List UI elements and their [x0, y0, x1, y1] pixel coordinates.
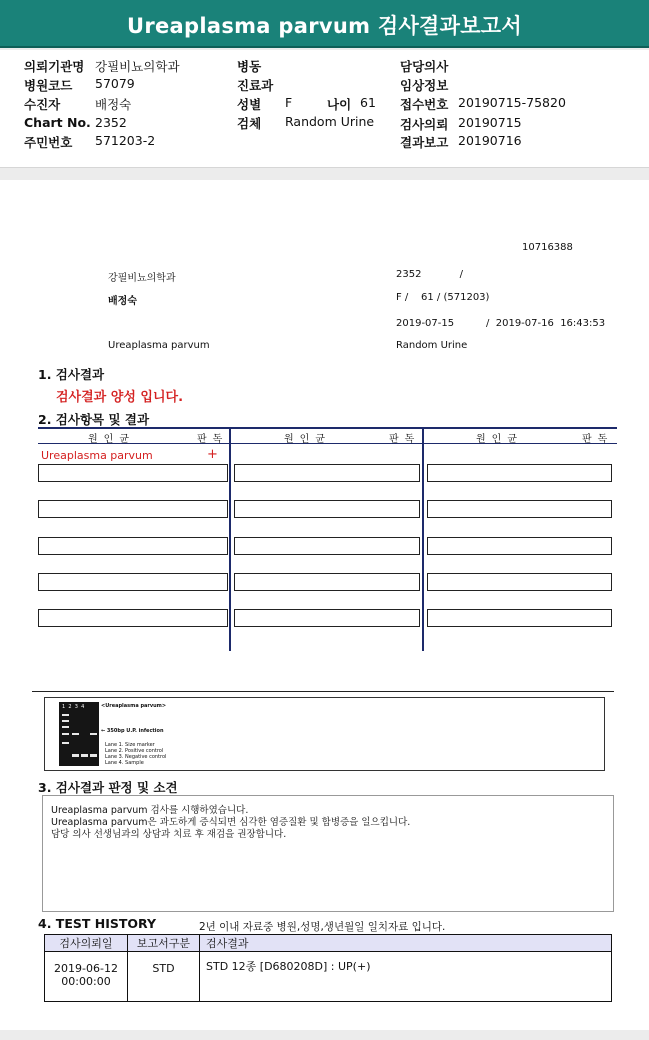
- divider-rule: [32, 691, 614, 692]
- result-cell: [427, 464, 612, 482]
- specimen-label: 검체: [237, 116, 262, 131]
- result-cell: [38, 609, 228, 627]
- result-cell: [38, 500, 228, 518]
- gel-band: [62, 726, 69, 728]
- history-date: 2019-06-12: [54, 962, 118, 975]
- hospital-code-value: 57079: [95, 76, 135, 91]
- gel-band: [62, 733, 69, 735]
- result-cell: [234, 500, 420, 518]
- sex-value: F: [285, 95, 293, 110]
- specimen-value: Random Urine: [285, 114, 375, 129]
- doc-chart: 2352 /: [396, 269, 463, 280]
- result-cell: [38, 464, 228, 482]
- dept-label: 진료과: [237, 78, 274, 93]
- gel-electrophoresis-image: [59, 702, 99, 766]
- col-pathogen-1: 원인균: [88, 434, 135, 445]
- gel-band: [72, 733, 79, 735]
- history-header-date: 검사의뢰일: [45, 935, 128, 952]
- gel-band: [72, 754, 79, 757]
- request-date-label: 검사의뢰: [400, 117, 449, 132]
- section-1-title: 1. 검사결과: [38, 367, 105, 382]
- section-2-title: 2. 검사항목 및 결과: [38, 412, 150, 427]
- doc-clinic: 강필비뇨의학과: [108, 273, 176, 284]
- gel-band: [90, 733, 97, 735]
- gel-band: [62, 742, 69, 744]
- chart-no-label: Chart No.: [24, 115, 91, 130]
- result-cell: [38, 537, 228, 555]
- table-row: [45, 952, 612, 1002]
- doc-test-name: Ureaplasma parvum: [108, 340, 210, 351]
- remark-line-1: Ureaplasma parvum 검사를 시행하였습니다.: [51, 805, 249, 816]
- report-paper: [0, 180, 649, 1030]
- doc-patient: 배정숙: [108, 296, 137, 307]
- gel-title: <Ureaplasma parvum>: [101, 703, 167, 709]
- report-header: [0, 0, 649, 48]
- history-type: [128, 952, 200, 1002]
- gel-legend-2: Lane 2. Positive control: [105, 748, 164, 754]
- history-header-row: [45, 935, 612, 952]
- gel-band: [62, 720, 69, 722]
- sex-label: 성별: [237, 97, 262, 112]
- doc-sex-age: F / 61 / (571203): [396, 292, 490, 303]
- col-judgment-2: 판독: [389, 434, 421, 445]
- receipt-no-label: 접수번호: [400, 97, 449, 112]
- history-type-text: STD: [152, 962, 175, 975]
- result-cell: [234, 609, 420, 627]
- row1-judgment: +: [207, 447, 218, 462]
- patient-label: 수진자: [24, 97, 61, 112]
- age-label: 나이: [327, 97, 352, 112]
- result-cell: [427, 609, 612, 627]
- gel-band: [90, 754, 97, 757]
- gel-band: [81, 754, 88, 757]
- result-cell: [234, 573, 420, 591]
- remark-line-3: 담당 의사 선생님과의 상담과 치료 후 재검을 권장합니다.: [51, 829, 287, 840]
- col-pathogen-2: 원인균: [284, 434, 331, 445]
- history-header-type: 보고서구분: [128, 935, 200, 952]
- doc-date-from: 2019-07-15: [396, 318, 455, 329]
- result-cell: [427, 537, 612, 555]
- ward-label: 병동: [237, 59, 262, 74]
- section-3-title: 3. 검사결과 판정 및 소견: [38, 780, 178, 795]
- col-judgment-3: 판독: [582, 434, 614, 445]
- history-note: 2년 이내 자료중 병원,성명,생년월일 일치자료 입니다.: [199, 921, 446, 933]
- column-divider-1: [229, 427, 231, 651]
- id-number: 10716388: [522, 242, 573, 253]
- remark-line-2: Ureaplasma parvum은 과도하게 증식되면 심각한 염증질환 및 합병증을 일으킵니다.: [51, 817, 411, 828]
- chart-no-value: 2352: [95, 115, 127, 130]
- col-pathogen-3: 원인균: [476, 434, 523, 445]
- doc-specimen: Random Urine: [396, 340, 468, 351]
- history-result: [200, 952, 612, 1002]
- gel-image-box: [44, 697, 605, 771]
- gel-legend-1: Lane 1. Size marker: [105, 742, 155, 748]
- institution-label: 의뢰기관명: [24, 59, 85, 74]
- hospital-code-label: 병원코드: [24, 78, 73, 93]
- report-date-label: 결과보고: [400, 135, 449, 150]
- doc-date-to: / 2019-07-16 16:43:53: [486, 318, 606, 329]
- report-title: Ureaplasma parvum 검사결과보고서: [127, 14, 522, 38]
- institution-value: 강필비뇨의학과: [95, 59, 180, 74]
- remarks-box: [42, 795, 614, 912]
- test-history-table: [44, 934, 612, 1002]
- resident-no-label: 주민번호: [24, 135, 73, 150]
- gel-legend-4: Lane 4. Sample: [105, 760, 144, 766]
- gel-legend-3: Lane 3. Negative control: [105, 754, 167, 760]
- result-cell: [38, 573, 228, 591]
- positive-result: 검사결과 양성 입니다.: [56, 390, 184, 405]
- receipt-no-value: 20190715-75820: [458, 95, 566, 110]
- doctor-label: 담당의사: [400, 59, 449, 74]
- column-divider-2: [422, 427, 424, 651]
- history-time: 00:00:00: [61, 975, 111, 988]
- section-4-title: 4. TEST HISTORY: [38, 916, 157, 931]
- history-result-text: STD 12종 [D680208D] : UP(+): [206, 960, 371, 973]
- info-panel: [0, 50, 649, 168]
- gel-lane-numbers: 1 2 3 4: [62, 704, 85, 710]
- gel-marker-label: ← 350bp U.P. infection: [101, 728, 164, 734]
- patient-value: 배정숙: [95, 97, 132, 112]
- result-cell: [427, 573, 612, 591]
- row1-pathogen: Ureaplasma parvum: [41, 449, 153, 462]
- age-value: 61: [360, 95, 376, 110]
- gel-band: [62, 714, 69, 716]
- request-date-value: 20190715: [458, 115, 522, 130]
- resident-no-value: 571203-2: [95, 133, 156, 148]
- history-date-cell: [45, 952, 128, 1002]
- history-header-result: 검사결과: [200, 935, 612, 952]
- table-top-rule: [38, 427, 617, 429]
- clinical-info-label: 임상정보: [400, 78, 449, 93]
- report-date-value: 20190716: [458, 133, 522, 148]
- result-cell: [234, 464, 420, 482]
- result-cell: [234, 537, 420, 555]
- col-judgment-1: 판독: [197, 434, 229, 445]
- result-cell: [427, 500, 612, 518]
